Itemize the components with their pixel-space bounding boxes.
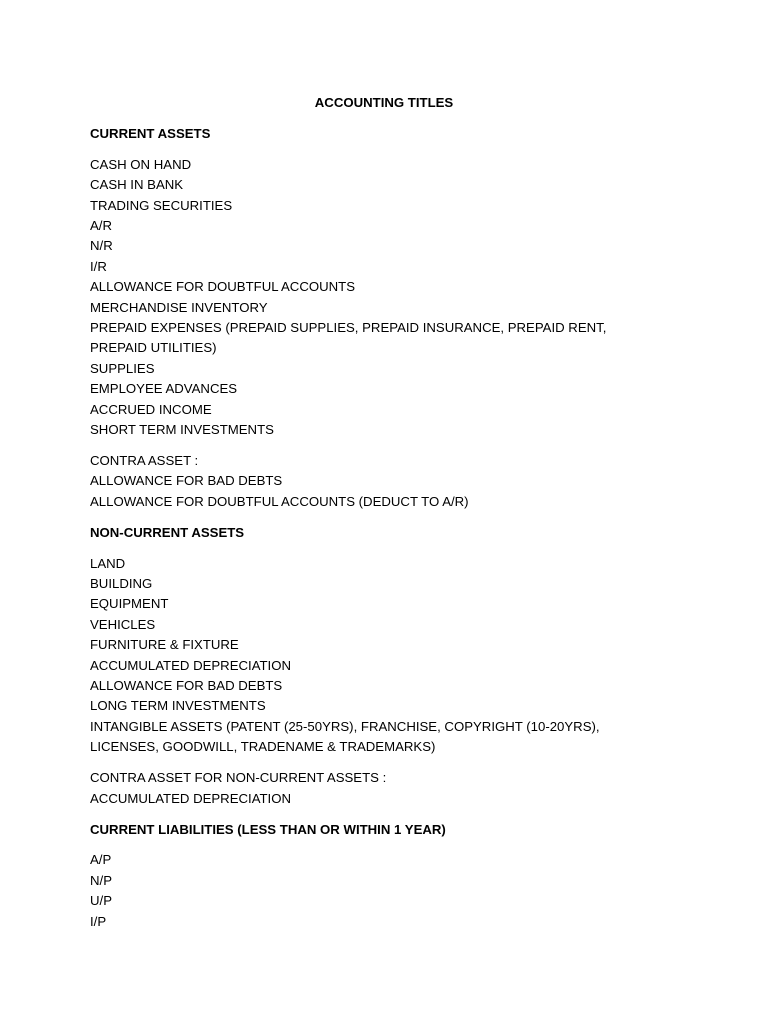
document-title: ACCOUNTING TITLES xyxy=(314,95,454,110)
contra-asset-list xyxy=(90,451,650,512)
document-page xyxy=(90,93,650,943)
list-item: U/P xyxy=(90,893,112,909)
contra-non-current-list xyxy=(90,768,650,809)
list-item: ALLOWANCE FOR BAD DEBTS xyxy=(90,473,283,489)
current-assets-list xyxy=(90,155,650,441)
list-item: LONG TERM INVESTMENTS xyxy=(90,698,266,714)
list-item: INTANGIBLE ASSETS (PATENT (25-50YRS), FRANCHISE, COPYRIGHT (10-20YRS), LICENSES, GOODWILL, TRADENAME & TRADEMARKS) xyxy=(90,718,600,755)
list-item: SHORT TERM INVESTMENTS xyxy=(90,422,274,438)
list-item: CASH ON HAND xyxy=(90,156,192,172)
list-item: FURNITURE & FIXTURE xyxy=(90,637,239,653)
list-item: ACCRUED INCOME xyxy=(90,401,212,417)
list-item: A/R xyxy=(90,218,112,234)
list-item: ALLOWANCE FOR DOUBTFUL ACCOUNTS xyxy=(90,279,355,295)
list-item: ALLOWANCE FOR BAD DEBTS xyxy=(90,678,283,694)
list-item: I/P xyxy=(90,913,107,929)
list-item: I/R xyxy=(90,258,107,274)
list-item: VEHICLES xyxy=(90,616,156,632)
list-item: N/P xyxy=(90,872,112,888)
list-item: TRADING SECURITIES xyxy=(90,197,233,213)
list-item: CASH IN BANK xyxy=(90,177,184,193)
non-current-assets-list xyxy=(90,554,650,758)
list-item: A/P xyxy=(90,852,112,868)
list-item: SUPPLIES xyxy=(90,360,155,376)
contra-asset-label: CONTRA ASSET : xyxy=(90,453,199,468)
list-item: BUILDING xyxy=(90,576,153,592)
current-liabilities-list xyxy=(90,850,650,932)
list-item: MERCHANDISE INVENTORY xyxy=(90,299,268,315)
list-item: ACCUMULATED DEPRECIATION xyxy=(90,790,292,806)
list-item: ALLOWANCE FOR DOUBTFUL ACCOUNTS (DEDUCT TO A/R) xyxy=(90,493,469,509)
list-item: LAND xyxy=(90,555,126,571)
non-current-assets-heading: NON-CURRENT ASSETS xyxy=(90,524,245,540)
list-item: EQUIPMENT xyxy=(90,596,169,612)
list-item: N/R xyxy=(90,238,113,254)
list-item: PREPAID EXPENSES (PREPAID SUPPLIES, PREPAID INSURANCE, PREPAID RENT, PREPAID UTILITIES) xyxy=(90,320,607,356)
list-item: ACCUMULATED DEPRECIATION xyxy=(90,657,292,673)
list-item: EMPLOYEE ADVANCES xyxy=(90,381,238,397)
current-liabilities-heading: CURRENT LIABILITIES (LESS THAN OR WITHIN 1 YEAR) xyxy=(90,821,446,837)
current-assets-heading: CURRENT ASSETS xyxy=(90,125,211,141)
contra-non-current-label: CONTRA ASSET FOR NON-CURRENT ASSETS : xyxy=(90,770,387,786)
